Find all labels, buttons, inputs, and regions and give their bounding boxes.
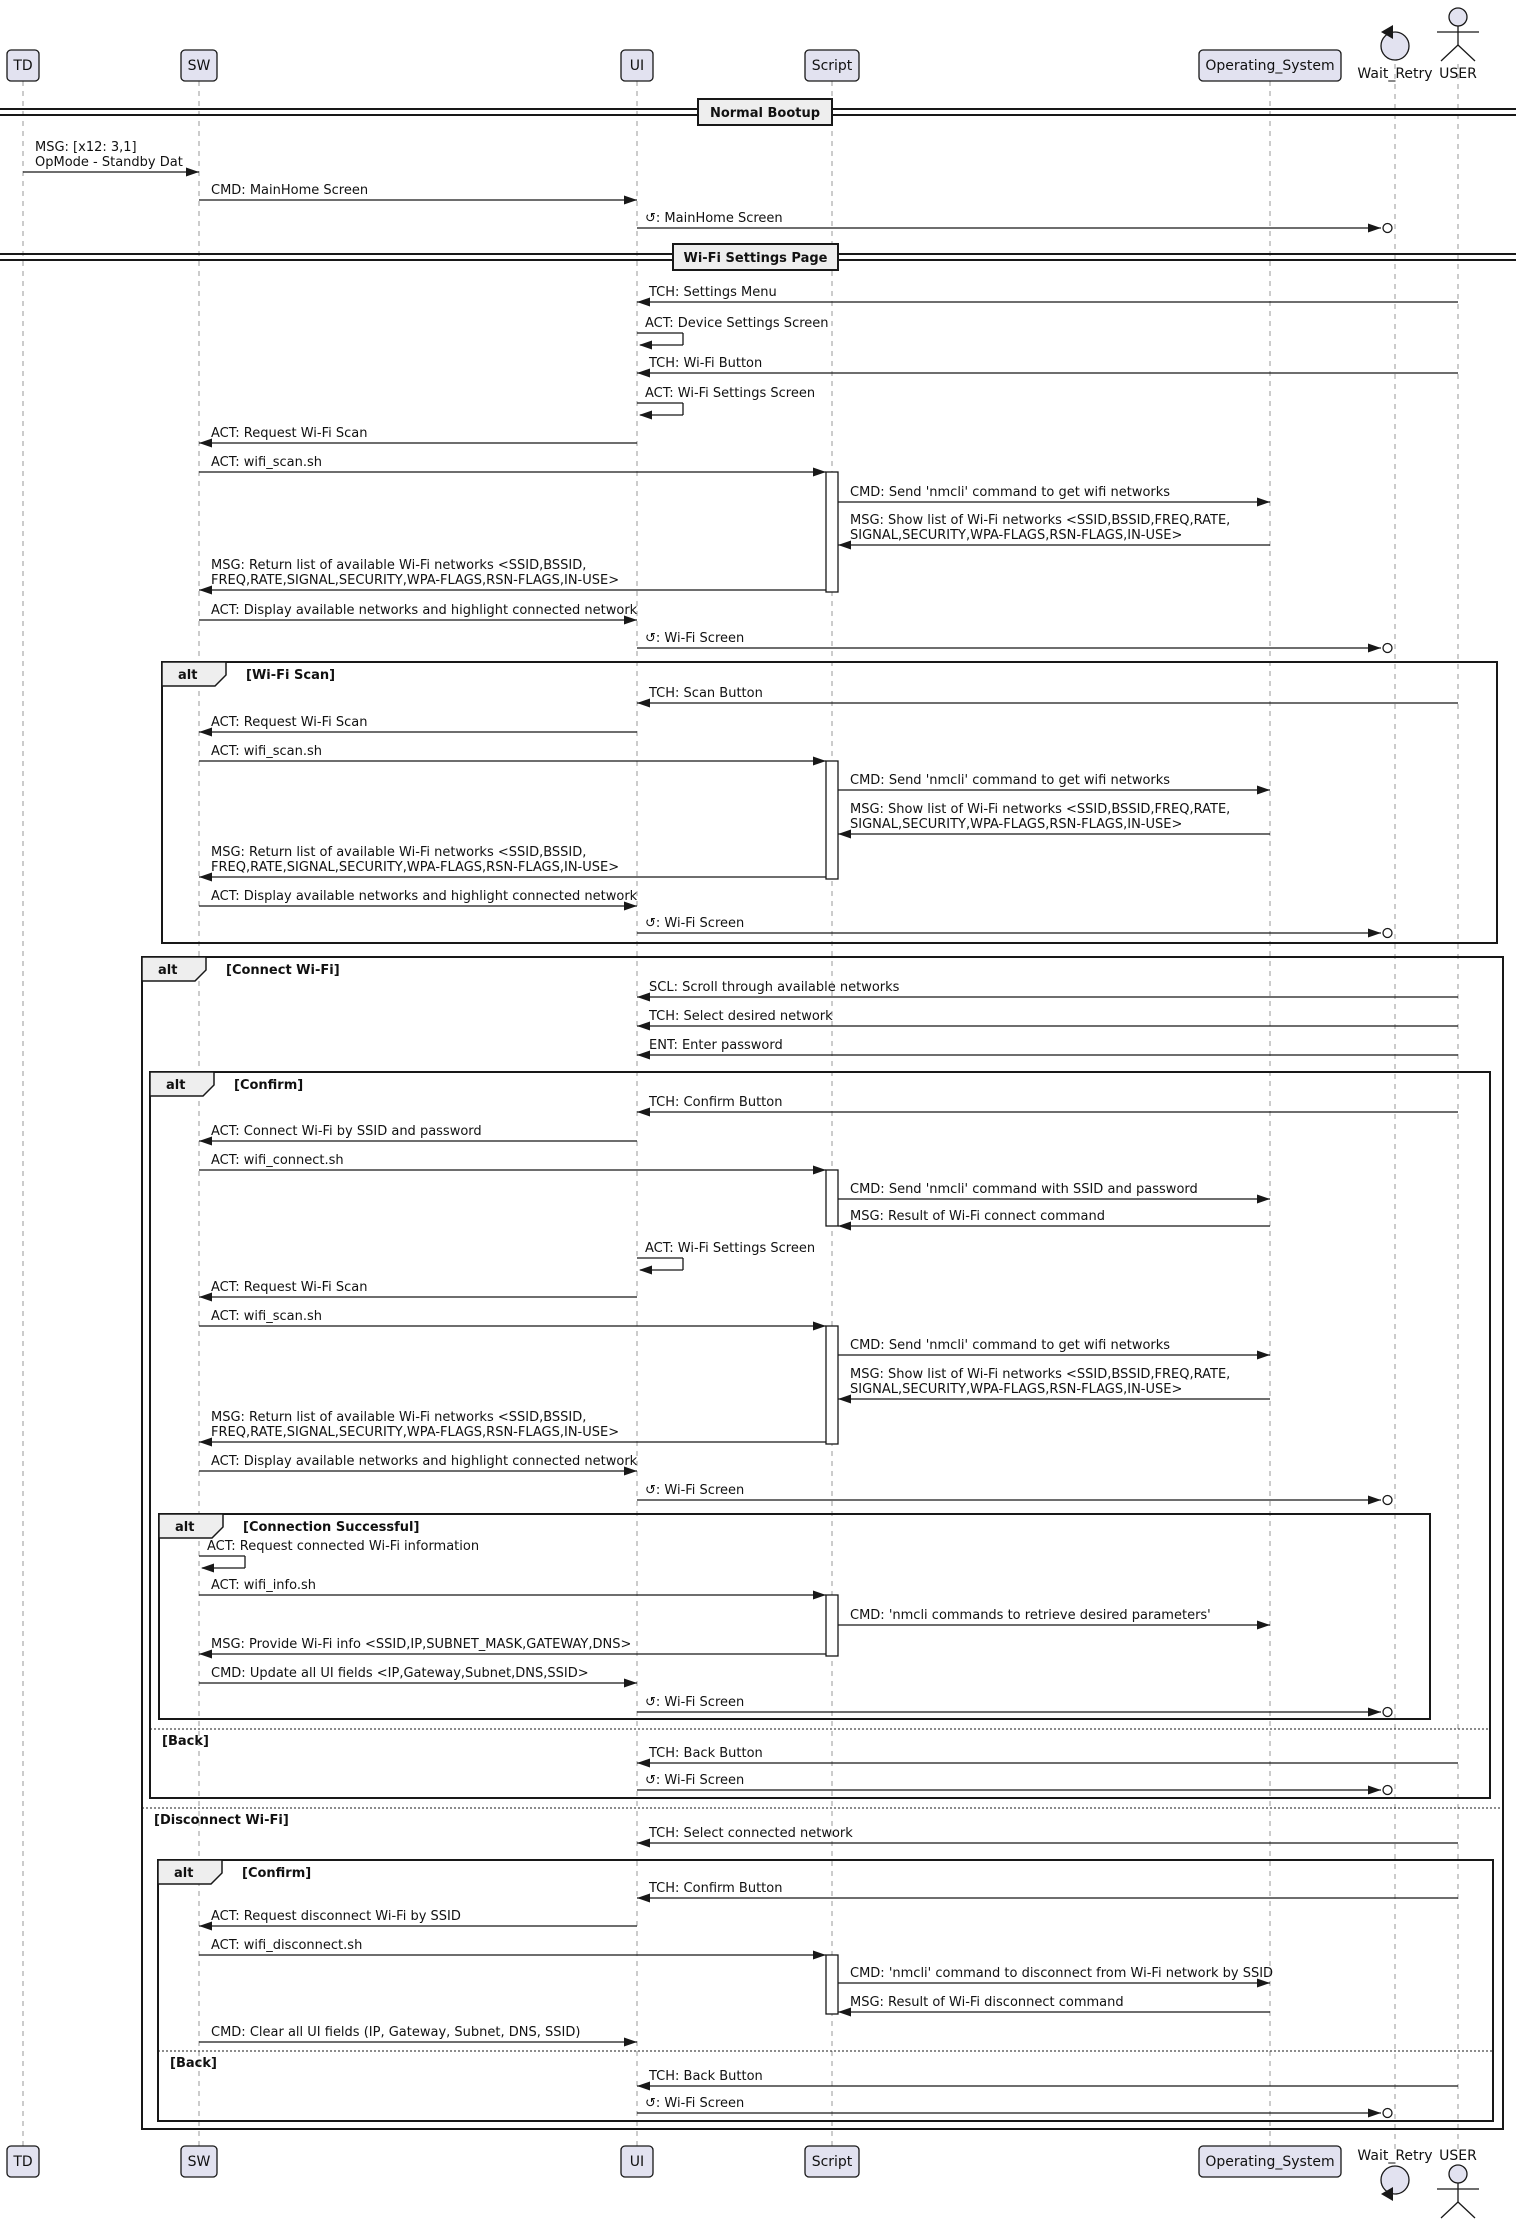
alt-condition-label: [Connect Wi-Fi] [226, 963, 340, 978]
activation-bar-Script [826, 472, 838, 592]
lost-message-circle [1383, 224, 1392, 233]
message-label: SIGNAL,SECURITY,WPA-FLAGS,RSN-FLAGS,IN-USE> [850, 1382, 1183, 1397]
message-label: ACT: Display available networks and highlight connected network [211, 889, 638, 904]
else-label: [Back] [170, 2056, 217, 2071]
alt-operator-label: alt [178, 668, 198, 683]
message-label: CMD: 'nmcli' command to disconnect from Wi-Fi network by SSID [850, 1966, 1274, 1981]
participant-label-USER: USER [1439, 66, 1477, 82]
alt-operator-label: alt [175, 1520, 195, 1535]
message-label: TCH: Back Button [649, 1746, 763, 1761]
message-label: MSG: Return list of available Wi-Fi networks <SSID,BSSID, [211, 558, 587, 573]
lost-message-circle [1383, 644, 1392, 653]
activation-bar-Script [826, 1595, 838, 1656]
alt-operator-label: alt [166, 1078, 186, 1093]
message-label: MSG: [x12: 3,1] [35, 140, 137, 155]
message-label: SIGNAL,SECURITY,WPA-FLAGS,RSN-FLAGS,IN-USE> [850, 817, 1183, 832]
message-label: TCH: Select connected network [649, 1826, 853, 1841]
message-label: ACT: Request connected Wi-Fi information [207, 1539, 480, 1554]
message-label: CMD: 'nmcli commands to retrieve desired parameters' [850, 1608, 1211, 1623]
message-label: MSG: Return list of available Wi-Fi networks <SSID,BSSID, [211, 845, 587, 860]
alt-condition-label: [Wi-Fi Scan] [246, 668, 336, 683]
participant-label-Script: Script [811, 58, 853, 74]
message-label: ACT: wifi_info.sh [211, 1578, 316, 1593]
message-label: ACT: Connect Wi-Fi by SSID and password [211, 1124, 482, 1139]
message-label: ENT: Enter password [649, 1038, 783, 1053]
participant-label-TD: TD [13, 2154, 33, 2170]
message-label: ACT: wifi_connect.sh [211, 1153, 344, 1168]
message-label: TCH: Select desired network [649, 1009, 833, 1024]
message-label: SIGNAL,SECURITY,WPA-FLAGS,RSN-FLAGS,IN-USE> [850, 528, 1183, 543]
message-label: CMD: Clear all UI fields (IP, Gateway, Subnet, DNS, SSID) [211, 2025, 581, 2040]
participant-label-UI: UI [629, 58, 645, 74]
message-label: ACT: Wi-Fi Settings Screen [645, 386, 816, 401]
message-label: ACT: Display available networks and highlight connected network [211, 603, 638, 618]
message-label: ↺: Wi-Fi Screen [645, 2096, 745, 2111]
message-label: TCH: Settings Menu [649, 285, 777, 300]
lost-message-circle [1383, 1786, 1392, 1795]
message-label: ↺: Wi-Fi Screen [645, 916, 745, 931]
message-label: CMD: Send 'nmcli' command with SSID and password [850, 1182, 1198, 1197]
control-icon [1381, 32, 1409, 60]
message-label: ACT: wifi_scan.sh [211, 744, 322, 759]
alt-operator-label: alt [174, 1866, 194, 1881]
message-label: ↺: Wi-Fi Screen [645, 1483, 745, 1498]
alt-condition-label: [Confirm] [242, 1866, 312, 1881]
message-label: ACT: wifi_disconnect.sh [211, 1938, 363, 1953]
participant-label-WR: Wait_Retry [1357, 2148, 1433, 2164]
activation-bar-Script [826, 1955, 838, 2014]
message-label: TCH: Confirm Button [649, 1881, 783, 1896]
activation-bar-Script [826, 1170, 838, 1226]
else-label: [Disconnect Wi-Fi] [154, 1813, 289, 1828]
message-label: TCH: Back Button [649, 2069, 763, 2084]
message-label: MSG: Return list of available Wi-Fi networks <SSID,BSSID, [211, 1410, 587, 1425]
message-label: FREQ,RATE,SIGNAL,SECURITY,WPA-FLAGS,RSN-FLAGS,IN-USE> [211, 1425, 620, 1440]
message-label: ACT: wifi_scan.sh [211, 455, 322, 470]
message-label: ACT: Request disconnect Wi-Fi by SSID [211, 1909, 461, 1924]
activation-bar-Script [826, 1326, 838, 1444]
message-label: FREQ,RATE,SIGNAL,SECURITY,WPA-FLAGS,RSN-FLAGS,IN-USE> [211, 573, 620, 588]
message-label: TCH: Scan Button [649, 686, 763, 701]
message-label: ↺: MainHome Screen [645, 211, 783, 226]
lost-message-circle [1383, 1496, 1392, 1505]
participant-label-OS: Operating_System [1205, 2154, 1335, 2170]
message-label: MSG: Result of Wi-Fi connect command [850, 1209, 1106, 1224]
alt-operator-label: alt [158, 963, 178, 978]
lost-message-circle [1383, 2109, 1392, 2118]
participant-label-OS: Operating_System [1205, 58, 1335, 74]
message-label: CMD: MainHome Screen [211, 183, 369, 198]
message-label: ACT: Wi-Fi Settings Screen [645, 1241, 816, 1256]
message-label: FREQ,RATE,SIGNAL,SECURITY,WPA-FLAGS,RSN-FLAGS,IN-USE> [211, 860, 620, 875]
message-label: ACT: Request Wi-Fi Scan [211, 426, 368, 441]
message-label: ↺: Wi-Fi Screen [645, 1773, 745, 1788]
participant-label-SW: SW [187, 58, 211, 74]
control-icon [1381, 2166, 1409, 2194]
message-label: ACT: Request Wi-Fi Scan [211, 1280, 368, 1295]
message-label: ACT: Request Wi-Fi Scan [211, 715, 368, 730]
alt-condition-label: [Connection Successful] [243, 1520, 420, 1535]
message-label: CMD: Send 'nmcli' command to get wifi networks [850, 1338, 1171, 1353]
message-label: MSG: Show list of Wi-Fi networks <SSID,BSSID,FREQ,RATE, [850, 1367, 1231, 1382]
message-label: MSG: Show list of Wi-Fi networks <SSID,BSSID,FREQ,RATE, [850, 802, 1231, 817]
participant-label-UI: UI [629, 2154, 645, 2170]
message-label: MSG: Result of Wi-Fi disconnect command [850, 1995, 1124, 2010]
message-label: TCH: Wi-Fi Button [649, 356, 763, 371]
actor-icon [1449, 2165, 1467, 2183]
lost-message-circle [1383, 929, 1392, 938]
message-label: ↺: Wi-Fi Screen [645, 1695, 745, 1710]
message-label: TCH: Confirm Button [649, 1095, 783, 1110]
message-label: MSG: Provide Wi-Fi info <SSID,IP,SUBNET_MASK,GATEWAY,DNS> [211, 1637, 632, 1652]
lost-message-circle [1383, 1708, 1392, 1717]
message-label: MSG: Show list of Wi-Fi networks <SSID,BSSID,FREQ,RATE, [850, 513, 1231, 528]
participant-label-TD: TD [13, 58, 33, 74]
participant-label-USER: USER [1439, 2148, 1477, 2164]
message-label: SCL: Scroll through available networks [649, 980, 900, 995]
else-label: [Back] [162, 1734, 209, 1749]
message-label: CMD: Update all UI fields <IP,Gateway,Subnet,DNS,SSID> [211, 1666, 589, 1681]
alt-condition-label: [Confirm] [234, 1078, 304, 1093]
message-label: ACT: Device Settings Screen [645, 316, 829, 331]
participant-label-WR: Wait_Retry [1357, 66, 1433, 82]
activation-bar-Script [826, 761, 838, 879]
participant-label-SW: SW [187, 2154, 211, 2170]
actor-icon [1449, 8, 1467, 26]
message-label: ACT: Display available networks and highlight connected network [211, 1454, 638, 1469]
message-label: CMD: Send 'nmcli' command to get wifi networks [850, 485, 1171, 500]
message-label: CMD: Send 'nmcli' command to get wifi networks [850, 773, 1171, 788]
message-label: OpMode - Standby Dat [35, 155, 183, 170]
divider-label: Wi-Fi Settings Page [683, 251, 828, 266]
participant-label-Script: Script [811, 2154, 853, 2170]
divider-label: Normal Bootup [709, 106, 821, 121]
message-label: ↺: Wi-Fi Screen [645, 631, 745, 646]
message-label: ACT: wifi_scan.sh [211, 1309, 322, 1324]
